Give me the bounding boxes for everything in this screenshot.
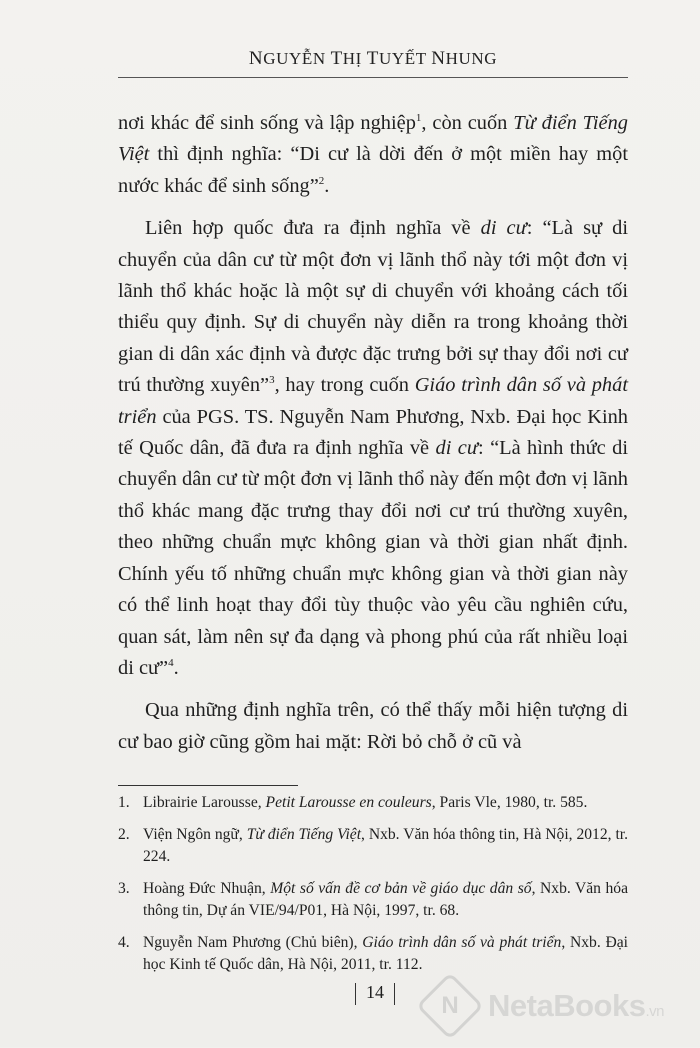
page-number-text: 14: [366, 982, 384, 1002]
footnote-item: [118, 878, 628, 922]
italic-title: Một số vấn đề cơ bản về giáo dục dân số: [270, 880, 532, 897]
header-cap: N: [431, 48, 446, 69]
footnote-ref[interactable]: 1: [415, 112, 422, 125]
text-run: Viện Ngôn ngữ,: [143, 826, 247, 843]
footnote-text: [143, 792, 628, 814]
footnote-text: [143, 824, 628, 868]
footnote-text: [143, 932, 628, 976]
italic-term: di cư: [480, 217, 527, 240]
footnote-item: [118, 824, 628, 868]
paragraph-2: [118, 213, 628, 684]
text-run: : “Là hình thức di chuyển dân cư từ một đơn vị lãnh thổ này đến một đơn vị lãnh thổ khác mang đặc trưng thay đổi nơi cư trú thường xuyên, theo những chuẩn mực không gian và thời gian nhất định. Chính yếu tố những chuẩn mực không gian và thời gian này có thể linh hoạt thay đổi tùy thuộc vào yêu cầu nghiên cứu, quan sát, làm nên sự đa dạng và phong phú của rất nhiều loại di cư”: [118, 437, 628, 679]
footnotes: [118, 792, 628, 986]
text-run: Qua những định nghĩa trên, có thể thấy mỗi hiện tượng di cư bao giờ cũng gồm hai mặt: Rời bỏ chỗ ở cũ và: [118, 699, 628, 753]
header-text: HUNG: [445, 49, 498, 68]
header-cap: T: [330, 48, 343, 69]
header-text: HỊ: [342, 49, 362, 68]
page-number: [340, 982, 410, 1005]
italic-title: Giáo trình dân số và phát triển: [362, 934, 562, 951]
footnote-item: [118, 932, 628, 976]
page-number-bar: [355, 983, 356, 1005]
italic-term: di cư: [435, 437, 478, 460]
text-run: .: [173, 656, 179, 679]
watermark-brand: NetaBooks: [488, 988, 646, 1023]
footnote-text: [143, 878, 628, 922]
text-run: , Nxb. Văn hóa thông tin, Dự án VIE/94/P01, Hà Nội, 1997, tr. 68.: [143, 880, 629, 919]
netabooks-watermark: [418, 978, 700, 1034]
header-text: GUYỄN: [263, 49, 326, 68]
watermark-text: [488, 988, 664, 1024]
text-run: của PGS. TS. Nguyễn Nam Phương, Nxb. Đại học Kinh tế Quốc dân, đã đưa ra định nghĩa về: [118, 405, 628, 460]
text-run: Librairie Larousse,: [143, 794, 266, 811]
footnote-number: 4.: [118, 934, 130, 951]
running-header: [118, 48, 628, 70]
italic-title: Từ điển Tiếng Việt: [246, 826, 362, 843]
footnote-divider: [118, 785, 298, 786]
italic-title: Petit Larousse en couleurs: [265, 794, 432, 811]
text-run: nơi khác để sinh sống và lập nghiệp: [118, 112, 416, 134]
text-run: .: [324, 174, 330, 197]
header-divider: [118, 77, 628, 78]
footnote-ref[interactable]: 3: [269, 374, 275, 387]
page-number-bar: [394, 983, 395, 1005]
header-cap: T: [366, 48, 379, 69]
text-run: : “Là sự di chuyển của dân cư từ một đơn vị lãnh thổ này tới một đơn vị lãnh thổ khác hoặc là một sự di chuyển với khoảng cách tối thiểu quy định. Sự di chuyển này diễn ra trong khoảng thời gian di dân xác định và được đặc trưng bởi sự thay đổi nơi cư trú thường xuyên”: [118, 217, 628, 397]
netabooks-logo-icon: [416, 972, 484, 1040]
text-run: Nguyễn Nam Phương (Chủ biên),: [143, 934, 363, 951]
italic-title: Giáo trình dân số và phát triển: [118, 374, 628, 428]
header-text: UYẾT: [379, 49, 427, 68]
paragraph-1: [118, 108, 628, 202]
footnote-number: 2.: [118, 826, 130, 843]
text-run: , Nxb. Văn hóa thông tin, Hà Nội, 2012, tr. 224.: [143, 826, 629, 865]
footnote-number: 1.: [118, 794, 130, 811]
footnote-item: [118, 792, 628, 814]
footnote-number: 3.: [118, 880, 130, 897]
text-run: , Paris Vle, 1980, tr. 585.: [431, 794, 588, 811]
text-run: , Nxb. Đại học Kinh tế Quốc dân, Hà Nội, 2011, tr. 112.: [143, 934, 629, 973]
footnote-ref[interactable]: 2: [318, 175, 325, 188]
footnote-ref[interactable]: 4: [168, 657, 174, 670]
watermark-suffix: .vn: [645, 1003, 664, 1020]
text-run: , còn cuốn: [421, 112, 514, 134]
text-run: Liên hợp quốc đưa ra định nghĩa về: [145, 217, 481, 240]
header-cap: N: [248, 48, 264, 69]
paragraph-3: [118, 695, 628, 758]
main-text: [118, 108, 628, 758]
text-run: , hay trong cuốn: [274, 374, 415, 397]
text-run: Hoàng Đức Nhuận,: [143, 880, 271, 897]
text-run: thì định nghĩa: “Di cư là dời đến ở một miền hay một nước khác để sinh sống”: [118, 143, 628, 197]
italic-title: Từ điển Tiếng Việt: [118, 112, 628, 166]
